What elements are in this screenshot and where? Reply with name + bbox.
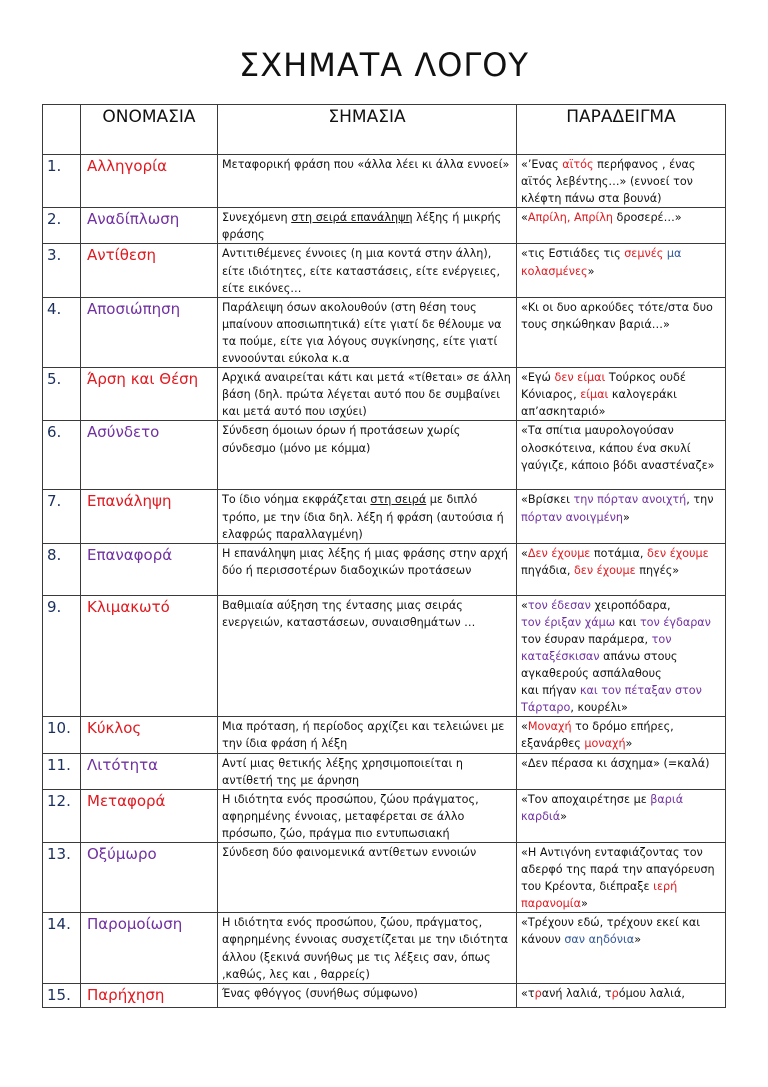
header-number <box>43 105 81 155</box>
text-run: δεν είμαι <box>554 371 606 385</box>
table-row <box>43 244 726 297</box>
text-run: «Τρέχουν εδώ, τρέχουν εκεί και κάνουν <box>521 916 701 947</box>
table-row <box>43 543 726 595</box>
table-row <box>43 490 726 543</box>
text-run: » <box>634 933 642 947</box>
figure-name: Κύκλος <box>81 717 218 753</box>
text-run: ιερή παρανομία <box>521 880 678 911</box>
row-number: 7. <box>43 490 81 543</box>
table-row <box>43 789 726 842</box>
figure-meaning <box>218 753 517 789</box>
text-run: χειροπόδαρα, <box>590 598 671 612</box>
text-run: ανή λαλιά, τ <box>541 986 612 1000</box>
figure-example <box>517 490 726 543</box>
page-title: ΣΧΗΜΑΤΑ ΛΟΓΟΥ <box>239 46 529 84</box>
row-number: 5. <box>43 368 81 421</box>
text-run: Μοναχή <box>527 720 572 734</box>
figure-meaning <box>218 543 517 595</box>
text-run: «τις Εστιάδες τις <box>521 247 625 261</box>
text-run: «Η Αντιγόνη ενταφιάζοντας τον αδερφό της παρά την απαγόρευση του Κρέοντα, διέπραξε <box>521 846 715 894</box>
text-run: Σύνδεση όμοιων όρων ή προτάσεων χωρίς σύνδεσμο (μόνο με κόμμα) <box>222 424 461 455</box>
text-run: Βαθμιαία αύξηση της έντασης μιας σειράς ενεργειών, καταστάσεων, συναισθημάτων … <box>222 598 476 629</box>
table-row <box>43 421 726 490</box>
text-run: ρ <box>534 986 542 1000</box>
text-run: Η ιδιότητα ενός προσώπου, ζώου, πράγματος, αφηρημένης έννοιας συσχετίζεται με την ιδιότητα άλλου (ξεκινά συνήθως με τις λέξεις σαν, όπως ,καθώς, λες και , θαρρείς) <box>222 916 509 981</box>
row-number: 10. <box>43 717 81 753</box>
figure-name: Αλληγορία <box>81 155 218 208</box>
figures-of-speech-table <box>42 104 726 1008</box>
text-run: » <box>625 737 633 751</box>
figure-example <box>517 208 726 244</box>
text-run: » <box>622 510 630 524</box>
figure-meaning <box>218 595 517 717</box>
text-run: δεν έχουμε <box>573 563 636 577</box>
figure-example <box>517 155 726 208</box>
text-run: « <box>521 598 528 612</box>
text-run: δεν έχουμε <box>647 546 709 560</box>
figure-meaning <box>218 789 517 842</box>
table-row <box>43 717 726 753</box>
figure-example <box>517 368 726 421</box>
figure-name: Παρήχηση <box>81 983 218 1007</box>
text-run: Αντιτιθέμενες έννοιες (η μια κοντά στην άλλη), είτε ιδιότητες, είτε καταστάσεις, είτε ενέργειες, είτε εικόνες… <box>222 247 501 295</box>
table-row <box>43 595 726 717</box>
text-run: περήφανος , ένας αϊτός λεβέντης…» (εννοεί τον κλέφτη πάνω στα βουνά) <box>521 158 696 206</box>
figure-name: Αποσιώπηση <box>81 297 218 367</box>
text-run: με διπλό τρόπο, με την ίδια δηλ. λέξη ή φράση (αυτούσια ή ελαφρώς παραλλαγμένη) <box>222 493 504 541</box>
text-run: Ένας φθόγγος (συνήθως σύμφωνο) <box>222 986 418 1000</box>
row-number: 6. <box>43 421 81 490</box>
figure-example <box>517 789 726 842</box>
text-run: Η ιδιότητα ενός προσώπου, ζώου πράγματος, αφηρημένης έννοιας, μεταφέρεται σε άλλο πρόσωπο, ζώο, πράγμα πιο εντυπωσιακή <box>222 792 479 840</box>
text-run: » <box>580 897 588 911</box>
figure-example <box>517 543 726 595</box>
text-run: τον καταξέσκισαν <box>521 632 672 663</box>
figure-meaning <box>218 843 517 913</box>
row-number: 12. <box>43 789 81 842</box>
text-run: Το ίδιο νόημα εκφράζεται <box>222 493 371 507</box>
figure-meaning <box>218 208 517 244</box>
text-run: «Τον αποχαιρέτησε με <box>521 792 651 806</box>
text-run: Σύνδεση δύο φαινομενικά αντίθετων εννοιών <box>222 846 477 859</box>
text-run: λέξης ή μικρής φράσης <box>222 211 502 242</box>
text-run: Η επανάληψη μιας λέξης ή μιας φράσης στην αρχή δύο ή περισσοτέρων διαδοχικών προτάσεων <box>222 546 508 577</box>
text-run: βαριά καρδιά <box>521 792 684 823</box>
text-run: Αρχικά αναιρείται κάτι και μετά «τίθεται» σε άλλη βάση (δηλ. πρώτα λέγεται αυτό που δε συμβαίνει και μετά αυτό που ισχύει) <box>222 371 511 419</box>
table-row <box>43 753 726 789</box>
text-run: «Βρίσκει <box>521 493 574 507</box>
figure-name: Κλιμακωτό <box>81 595 218 717</box>
text-run: Δεν έχουμε <box>527 546 591 560</box>
figure-example <box>517 913 726 983</box>
text-run: , την <box>686 493 714 507</box>
row-number: 9. <box>43 595 81 717</box>
text-run: Μεταφορική φράση που «άλλα λέει κι άλλα εννοεί» <box>222 158 510 171</box>
text-run: κολασμένες <box>521 264 588 278</box>
header-example: ΠΑΡΑΔΕΙΓΜΑ <box>517 105 726 155</box>
figure-name: Λιτότητα <box>81 753 218 789</box>
text-run: « <box>521 546 528 560</box>
figure-name: Αναδίπλωση <box>81 208 218 244</box>
row-number: 11. <box>43 753 81 789</box>
figure-example <box>517 595 726 717</box>
text-run: μοναχή <box>584 737 626 751</box>
text-run: «τ <box>521 986 535 1000</box>
figure-meaning <box>218 983 517 1007</box>
figure-name: Οξύμωρο <box>81 843 218 913</box>
header-name: ΟΝΟΜΑΣΙΑ <box>81 105 218 155</box>
figure-meaning <box>218 490 517 543</box>
figure-meaning <box>218 244 517 297</box>
figure-meaning <box>218 155 517 208</box>
text-run: στη σειρά <box>370 493 427 507</box>
figure-name: Επανάληψη <box>81 490 218 543</box>
text-run: πηγές» <box>635 563 680 577</box>
table-row <box>43 843 726 913</box>
row-number: 15. <box>43 983 81 1007</box>
table-row <box>43 913 726 983</box>
figure-name: Παρομοίωση <box>81 913 218 983</box>
text-run: « <box>521 211 528 225</box>
text-run: το δρόμο επήρες, εξανάρθες <box>521 720 674 751</box>
text-run: » <box>587 264 595 278</box>
text-run: αϊτός <box>562 158 594 171</box>
figure-name: Αντίθεση <box>81 244 218 297</box>
figure-meaning <box>218 297 517 367</box>
text-run: στη σειρά επανάληψη <box>291 211 413 225</box>
text-run: , κουρέλι» <box>570 701 628 715</box>
text-run: και τον πέταξαν στον Τάρταρο <box>521 684 702 715</box>
text-run: «Εγώ <box>521 371 555 385</box>
figure-example <box>517 843 726 913</box>
text-run: και <box>615 615 640 629</box>
text-run: « <box>521 720 528 734</box>
text-run: Αντί μιας θετικής λέξης χρησιμοποιείται η αντίθετή της με άρνηση <box>222 756 463 787</box>
table-row <box>43 983 726 1007</box>
text-run: «’Ενας <box>521 158 563 171</box>
figure-example <box>517 717 726 753</box>
text-run: » <box>560 809 567 823</box>
text-run: είμαι <box>580 388 609 402</box>
row-number: 8. <box>43 543 81 595</box>
table-row <box>43 208 726 244</box>
text-run: Μια πρόταση, ή περίοδος αρχίζει και τελειώνει με την ίδια φράση ή λέξη <box>222 720 505 751</box>
text-run: τον έριξαν χάμω <box>521 615 616 629</box>
figure-name: Μεταφορά <box>81 789 218 842</box>
text-run: Παράλειψη όσων ακολουθούν (στη θέση τους μπαίνουν αποσιωπητικά) είτε γιατί δε θέλουμε να τα πούμε, είτε για λόγους συγκίνησης, είτε γιατί εννοούνται εύκολα κ.α <box>222 300 502 366</box>
figure-example <box>517 421 726 490</box>
table-row <box>43 368 726 421</box>
text-run: σαν αηδόνια <box>564 933 635 947</box>
figure-name: Επαναφορά <box>81 543 218 595</box>
figure-meaning <box>218 717 517 753</box>
text-run: τον έσυραν παράμερα, <box>521 632 652 646</box>
text-run: σεμνές <box>624 247 664 261</box>
text-run: τον έγδαραν <box>639 615 711 629</box>
table-row <box>43 297 726 367</box>
row-number: 4. <box>43 297 81 367</box>
row-number: 3. <box>43 244 81 297</box>
row-number: 14. <box>43 913 81 983</box>
text-run: απάνω στους αγκαθερούς ασπάλαθους και πήγαν <box>521 649 678 698</box>
row-number: 2. <box>43 208 81 244</box>
text-run: ποτάμια, <box>590 546 647 560</box>
text-run: μα <box>666 247 682 261</box>
row-number: 13. <box>43 843 81 913</box>
figure-name: Ασύνδετο <box>81 421 218 490</box>
figure-example <box>517 244 726 297</box>
text-run: Συνεχόμενη <box>222 211 292 225</box>
text-run: πηγάδια, <box>521 563 574 577</box>
figure-meaning <box>218 368 517 421</box>
header-meaning: ΣΗΜΑΣΙΑ <box>218 105 517 155</box>
text-run: «Κι οι δυο αρκούδες τότε/στα δυο τους σηκώθηκαν βαριά…» <box>521 300 713 331</box>
text-run: δροσερέ…» <box>612 211 682 225</box>
text-run: πόρταν ανοιγμένη <box>521 510 623 524</box>
figure-meaning <box>218 421 517 490</box>
table-row <box>43 155 726 208</box>
text-run: τον έδεσαν <box>527 598 591 612</box>
text-run: καλογεράκι απ’ασκηταριό» <box>521 388 677 419</box>
figure-example <box>517 297 726 367</box>
row-number: 1. <box>43 155 81 208</box>
text-run: «Τα σπίτια μαυρολογούσαν ολοσκότεινα, κάπου ένα σκυλί γαύγιζε, κάποιο βόδι αναστέναζε» <box>521 424 715 472</box>
text-run: όμου λαλιά, <box>618 986 685 1000</box>
figure-name: Άρση και Θέση <box>81 368 218 421</box>
figure-example <box>517 753 726 789</box>
figure-example <box>517 983 726 1007</box>
figure-meaning <box>218 913 517 983</box>
text-run: «Δεν πέρασα κι άσχημα» (=καλά) <box>521 756 710 770</box>
table-header-row <box>43 105 726 155</box>
text-run: ρ <box>611 986 619 1000</box>
text-run: Απρίλη, Απρίλη <box>527 211 613 225</box>
text-run: Τούρκος ουδέ Κόνιαρος, <box>521 371 686 402</box>
text-run: την πόρταν ανοιχτή <box>573 493 687 507</box>
